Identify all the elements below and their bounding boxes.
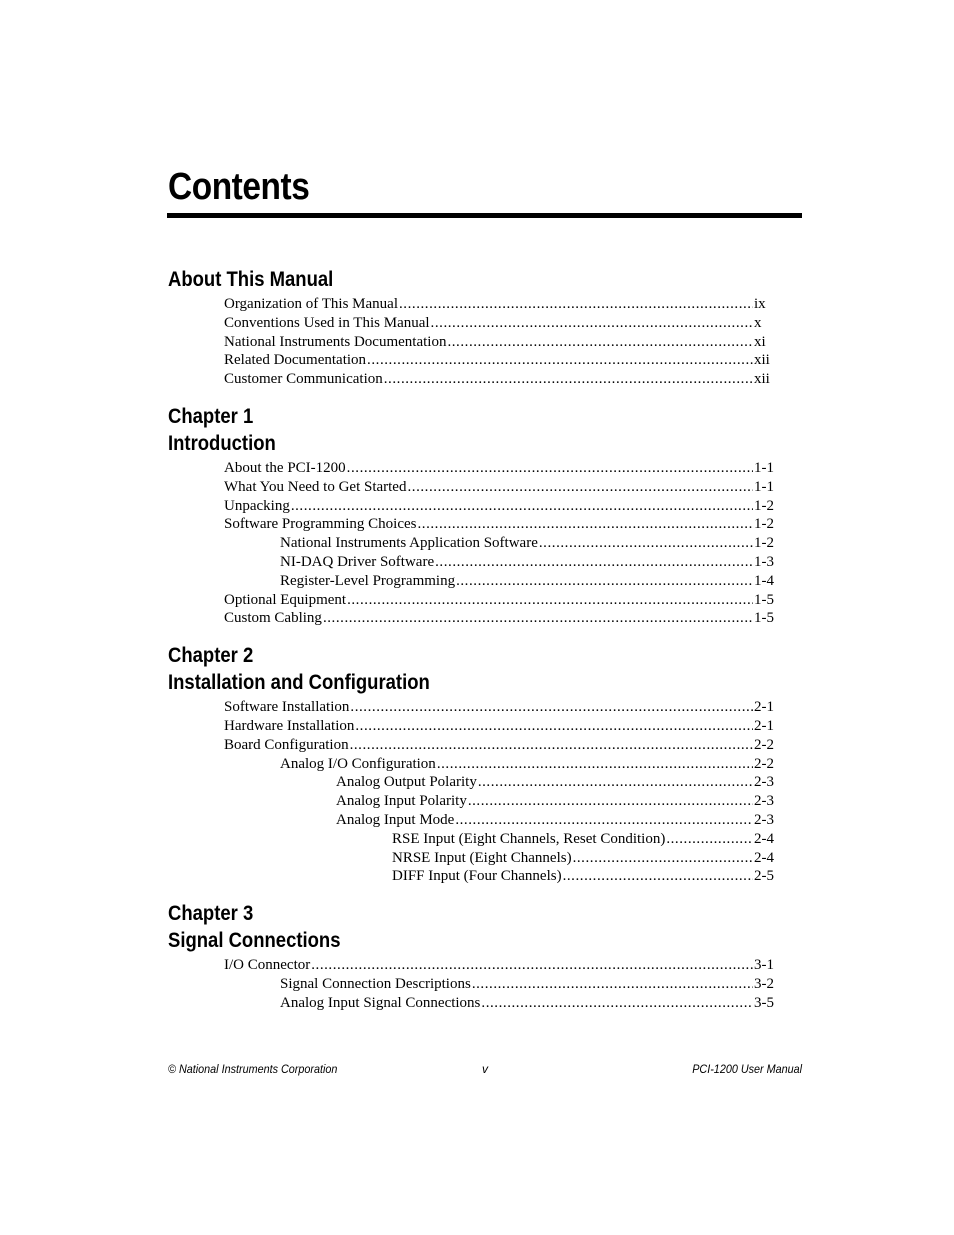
toc-entry[interactable]: [168, 736, 776, 755]
toc-entry-title: Optional Equipment: [224, 591, 347, 608]
section-heading: Chapter 2: [168, 644, 254, 668]
toc-entry-page: 1-2: [754, 516, 774, 533]
toc-entry[interactable]: [168, 591, 776, 610]
toc-entry-title: Board Configuration: [224, 736, 349, 753]
toc-entry-page: 2-3: [754, 793, 774, 810]
toc-entry-page: 1-2: [754, 535, 774, 552]
toc-entry-title: Unpacking: [224, 497, 290, 514]
toc-entry-page: 1-4: [754, 572, 774, 589]
toc-entry-title: Register-Level Programming: [280, 572, 456, 589]
toc-entry-title: Customer Communication: [224, 371, 383, 388]
toc-entry[interactable]: [168, 478, 776, 497]
toc-entry-page: 2-2: [754, 736, 774, 753]
dot-leader: [666, 830, 753, 849]
toc-entry[interactable]: [168, 295, 776, 314]
dot-leader: [350, 736, 753, 755]
toc-entry[interactable]: [168, 351, 776, 370]
toc-entry[interactable]: [168, 755, 776, 774]
toc-entry-title: NRSE Input (Eight Channels): [392, 849, 572, 866]
toc-entry[interactable]: [168, 314, 776, 333]
toc-entry[interactable]: [168, 811, 776, 830]
toc-entry-page: ix: [754, 296, 766, 312]
toc-entry-title: NI-DAQ Driver Software: [280, 553, 435, 570]
toc-entry[interactable]: [168, 773, 776, 792]
toc-entry-page: xii: [754, 371, 770, 388]
toc-entry-page: 2-3: [754, 774, 774, 791]
toc-entry-title: Hardware Installation: [224, 717, 355, 734]
toc-entry-title: Custom Cabling: [224, 610, 322, 627]
toc-entry-title: About the PCI-1200: [224, 459, 346, 476]
toc-entry[interactable]: [168, 497, 776, 516]
toc-entry-title: I/O Connector: [224, 957, 311, 974]
toc-entry[interactable]: [168, 956, 776, 975]
toc-entry[interactable]: [168, 698, 776, 717]
toc-entry[interactable]: [168, 830, 776, 849]
toc-entry[interactable]: [168, 609, 776, 628]
dot-leader: [311, 956, 753, 975]
toc-entry[interactable]: [168, 553, 776, 572]
toc-entry-title: National Instruments Documentation: [224, 333, 447, 350]
toc-entry[interactable]: [168, 994, 776, 1013]
dot-leader: [447, 333, 753, 352]
toc-section: [168, 403, 778, 628]
dot-leader: [367, 351, 753, 370]
dot-leader: [291, 497, 753, 516]
toc-entry-page: 2-2: [754, 755, 774, 772]
dot-leader: [456, 572, 753, 591]
section-heading: Chapter 1: [168, 404, 254, 428]
dot-leader: [481, 994, 753, 1013]
toc-entry-page: 3-2: [754, 975, 774, 992]
dot-leader: [347, 591, 753, 610]
toc-entry-title: Organization of This Manual: [224, 296, 398, 312]
dot-leader: [468, 792, 753, 811]
toc-entry-page: 1-2: [754, 497, 774, 514]
dot-leader: [384, 370, 753, 389]
toc-entry-title: National Instruments Application Software: [280, 535, 538, 552]
dot-leader: [417, 515, 753, 534]
toc-entry-title: Conventions Used in This Manual: [224, 314, 430, 331]
section-heading: Chapter 3: [168, 902, 254, 926]
toc-entry[interactable]: [168, 975, 776, 994]
dot-leader: [455, 811, 753, 830]
toc-entry-list: [168, 459, 778, 628]
toc-entry-title: Signal Connection Descriptions: [280, 975, 471, 992]
dot-leader: [431, 314, 753, 333]
toc-entry[interactable]: [168, 572, 776, 591]
toc-entry-page: 2-4: [754, 849, 774, 866]
toc-entry-page: 1-1: [754, 478, 774, 495]
toc-entry[interactable]: [168, 867, 776, 886]
toc-entry-page: 2-3: [754, 811, 774, 828]
toc-entry-title: DIFF Input (Four Channels): [392, 868, 562, 885]
toc-entry-page: 2-1: [754, 717, 774, 734]
toc-entry-title: Analog I/O Configuration: [280, 755, 436, 772]
toc-entry-page: 1-1: [754, 459, 774, 476]
toc-entry-page: xi: [754, 333, 766, 350]
dot-leader: [437, 755, 753, 774]
toc-entry[interactable]: [168, 534, 776, 553]
dot-leader: [407, 478, 753, 497]
toc-entry-page: 2-4: [754, 830, 774, 847]
toc-entry-list: [168, 698, 778, 886]
dot-leader: [472, 975, 753, 994]
toc-entry-title: Analog Output Polarity: [336, 774, 477, 791]
page-title: Contents: [168, 166, 310, 208]
toc-section: [168, 266, 778, 389]
toc-entry-list: [168, 295, 778, 389]
toc-entry-page: 1-5: [754, 591, 774, 608]
toc-entry-title: Analog Input Polarity: [336, 793, 467, 810]
section-heading: Introduction: [168, 431, 276, 455]
dot-leader: [435, 553, 753, 572]
section-heading: Installation and Configuration: [168, 671, 430, 695]
toc-entry-title: Analog Input Signal Connections: [280, 994, 481, 1011]
toc-entry-title: What You Need to Get Started: [224, 478, 407, 495]
toc-entry[interactable]: [168, 459, 776, 478]
section-heading: About This Manual: [168, 268, 334, 291]
toc-section: [168, 900, 778, 1012]
toc-entry-list: [168, 956, 778, 1012]
toc-entry-title: Software Programming Choices: [224, 516, 417, 533]
dot-leader: [573, 849, 753, 868]
title-rule: [167, 213, 802, 218]
toc-entry[interactable]: [168, 370, 776, 389]
toc-entry[interactable]: [168, 333, 776, 352]
dot-leader: [563, 867, 753, 886]
dot-leader: [399, 295, 753, 314]
dot-leader: [355, 717, 753, 736]
table-of-contents: [168, 266, 778, 1027]
footer-copyright: © National Instruments Corporation: [168, 1062, 338, 1076]
toc-entry[interactable]: [168, 849, 776, 868]
toc-entry-page: 1-3: [754, 553, 774, 570]
toc-entry[interactable]: [168, 717, 776, 736]
toc-entry-page: x: [754, 314, 762, 331]
toc-entry-title: RSE Input (Eight Channels, Reset Condition): [392, 830, 666, 847]
toc-entry-page: 2-5: [754, 868, 774, 885]
toc-entry-page: 3-5: [754, 994, 774, 1011]
toc-entry[interactable]: [168, 792, 776, 811]
toc-entry-title: Related Documentation: [224, 352, 367, 369]
footer-page-number: v: [482, 1062, 488, 1076]
dot-leader: [347, 459, 753, 478]
dot-leader: [539, 534, 753, 553]
toc-entry-page: 3-1: [754, 957, 774, 974]
toc-entry-title: Software Installation: [224, 699, 350, 716]
toc-entry-page: 1-5: [754, 610, 774, 627]
footer-manual-title: PCI-1200 User Manual: [692, 1062, 802, 1076]
dot-leader: [350, 698, 753, 717]
section-heading: Signal Connections: [168, 929, 341, 953]
toc-entry-title: Analog Input Mode: [336, 811, 455, 828]
toc-entry[interactable]: [168, 515, 776, 534]
toc-section: [168, 642, 778, 886]
toc-entry-page: xii: [754, 352, 770, 369]
dot-leader: [323, 609, 753, 628]
toc-entry-page: 2-1: [754, 699, 774, 716]
dot-leader: [478, 773, 753, 792]
